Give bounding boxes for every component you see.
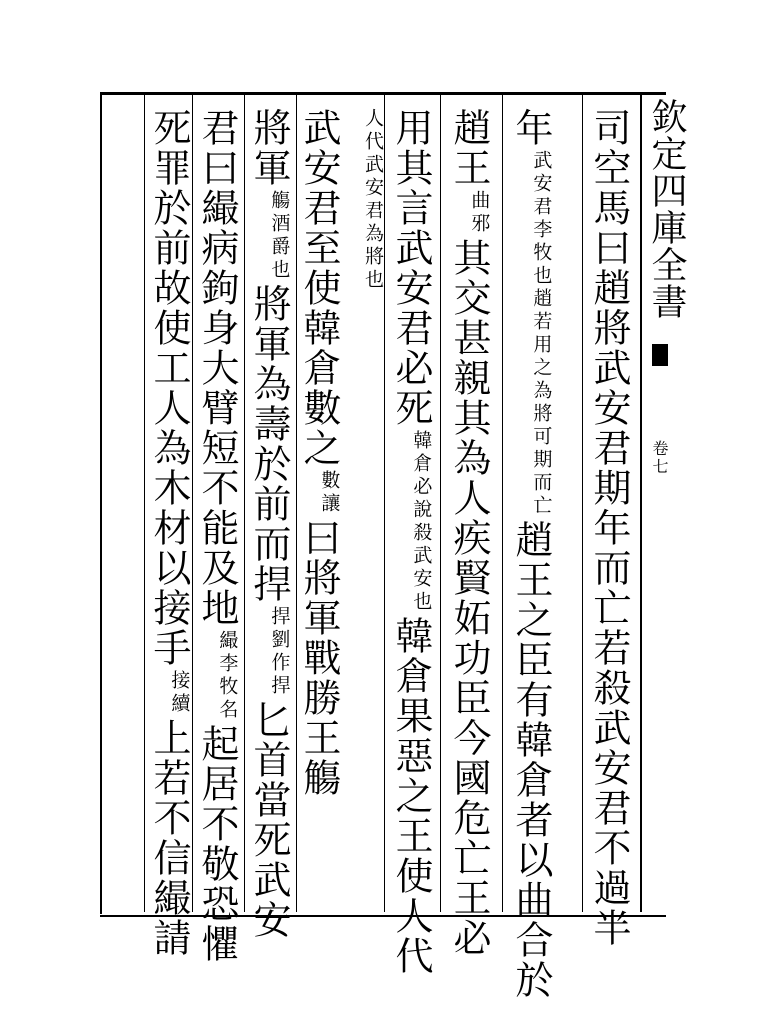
outer-border-left xyxy=(100,92,102,914)
text-column xyxy=(447,108,491,958)
interlinear-gloss: 繓李牧名 xyxy=(216,630,239,722)
text-run: 曰將軍戰勝王觴 xyxy=(297,518,341,798)
column-rule xyxy=(244,95,245,912)
column-rule xyxy=(384,95,385,912)
text-run: 人代武安君為將也 xyxy=(362,108,384,292)
text-run: 其交甚親其為人疾賢妬功臣今國危亡王必 xyxy=(447,238,491,958)
text-run: 匕首當死武安 xyxy=(247,700,291,940)
text-run: 司空馬曰趙將武安君期年而亡若殺武安君不過半 xyxy=(587,108,631,948)
text-column xyxy=(587,108,631,948)
interlinear-gloss: 曲邪 xyxy=(468,190,491,236)
interlinear-gloss: 韓倉必說殺武安也 xyxy=(410,430,433,614)
text-run: 年 xyxy=(509,108,553,148)
column-rule xyxy=(502,95,503,912)
text-run: 武安君至使韓倉數之 xyxy=(297,108,341,468)
interlinear-gloss: 捍劉作捍 xyxy=(268,606,291,698)
column-rule xyxy=(192,95,193,912)
interlinear-gloss: 武安君李牧也趙若用之為將可期而亡 xyxy=(530,150,553,518)
annotation-column xyxy=(342,108,382,292)
text-run: 韓倉果惡之王使人代 xyxy=(389,616,433,976)
interlinear-gloss: 數讓 xyxy=(318,470,341,516)
juan-number: 卷七 xyxy=(650,440,669,476)
text-run: 上若不信繓請 xyxy=(147,718,191,958)
text-column xyxy=(195,108,239,964)
column-rule xyxy=(440,95,441,912)
column-rule xyxy=(144,95,145,912)
text-column xyxy=(389,108,433,976)
interlinear-gloss: 接續 xyxy=(168,670,191,716)
interlinear-gloss: 觴酒爵也 xyxy=(268,190,291,282)
text-run: 將軍為壽於前而捍 xyxy=(247,284,291,604)
column-rule xyxy=(582,95,583,912)
center-fold-rule xyxy=(640,95,642,912)
text-run: 用其言武安君必死 xyxy=(389,108,433,428)
text-column xyxy=(147,108,191,958)
banxin-title: 欽定四庫全書 xyxy=(646,98,687,320)
text-column xyxy=(297,108,341,798)
text-column xyxy=(247,108,291,940)
text-run: 君曰繓病鉤身大臂短不能及地 xyxy=(195,108,239,628)
fishtail-mark xyxy=(652,344,668,366)
text-run: 趙王 xyxy=(447,108,491,188)
text-column xyxy=(509,108,553,1000)
text-run: 起居不敬恐懼 xyxy=(195,724,239,964)
text-run: 將軍 xyxy=(247,108,291,188)
text-run: 趙王之臣有韓倉者以曲合於 xyxy=(509,520,553,1000)
text-run: 死罪於前故使工人為木材以接手 xyxy=(147,108,191,668)
